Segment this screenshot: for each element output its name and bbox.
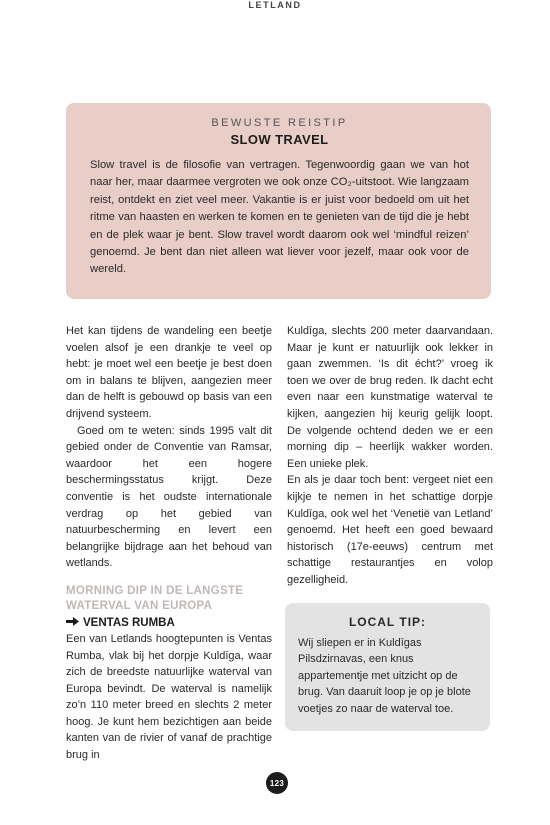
right-column xyxy=(287,323,493,589)
local-tip-body: Wij sliepen er in Kuldīgas Pilsdzirnavas, een knus appartementje met uitzicht op de brug. Van daaruit loop je op je blote voetjes zo naar de waterval toe. xyxy=(298,637,471,715)
right-arrow-icon xyxy=(66,617,79,626)
left-paragraph-2: Goed om te weten: sinds 1995 valt dit gebied onder de Conventie van Ramsar, waardoor het een hogere beschermingsstatus krijgt. Deze conventie is het oudste internationale verdrag op het gebied van natuurbescherming en levert een belangrijke bijdrage aan het behoud van wetlands. xyxy=(66,424,272,570)
tip-kicker: BEWUSTE REISTIP xyxy=(211,117,348,129)
left-paragraph-3: Een van Letlands hoogtepunten is Ventas Rumba, vlak bij het dorpje Kuldīga, waar zich de breedste natuurlijke waterval van Europa bevindt. De waterval is namelijk zo’n 110 meter breed en slechts 2 meter hoog. Je kunt hem bezichtigen aan beide kanten van de rivier of vanaf de prachtige brug in xyxy=(66,632,272,762)
page-number-badge: 123 xyxy=(266,772,288,794)
tip-body: Slow travel is de filosofie van vertragen. Tegenwoordig gaan we van hot naar her, maar daarmee vergroten we ook onze CO₂-uitstoot. Wie langzaam reist, ontdekt en ziet veel meer. Vakantie is er juist voor bedoeld om uit het ritme van haasten en werken te komen en te genieten van de tijd die je hebt en de plek waar je bent. Slow travel wordt daarom ook wel ‘mindful reizen’ genoemd. Je bent dan niet alleen wat liever voor jezelf, maar ook voor de wereld. xyxy=(90,159,469,276)
slow-travel-tip-box xyxy=(66,103,491,299)
section-heading xyxy=(66,615,272,631)
left-column xyxy=(66,323,272,764)
tip-title: SLOW TRAVEL xyxy=(230,132,329,147)
right-paragraph-1: Kuldīga, slechts 200 meter daarvandaan. Maar je kunt er natuurlijk ook lekker in gaan zwemmen. ‘Is dit écht?’ vroeg ik toen we over de brug reden. Ik dacht echt even naar een kunstmatige waterval te kijken, aangezien hij keurig gelijk loopt. De volgende ochtend deden we er een morning dip – heerlijk wakker worden. Een unieke plek. xyxy=(287,325,493,470)
running-header: LETLAND xyxy=(248,0,302,10)
right-paragraph-2: En als je daar toch bent: vergeet niet een kijkje te nemen in het schattige dorpje Kuldīga, ook wel het ‘Venetië van Letland’ genoemd. Het heeft een goed bewaard historisch (17e-eeuws) centrum met schattige restaurantjes en volop gezelligheid. xyxy=(287,474,493,586)
section-heading-label: VENTAS RUMBA xyxy=(83,616,175,629)
local-tip-box xyxy=(285,603,490,731)
local-tip-title: LOCAL TIP: xyxy=(348,615,427,629)
left-paragraph-1: Het kan tijdens de wandeling een beetje voelen alsof je een drankje te veel op hebt: je moet wel een beetje je best doen om in balans te blijven, aangezien meer dan de helft is gebouwd op basis van een drijvend systeem. xyxy=(66,325,272,420)
section-subheading: MORNING DIP IN DE LANGSTE WATERVAL VAN EUROPA xyxy=(66,584,244,612)
